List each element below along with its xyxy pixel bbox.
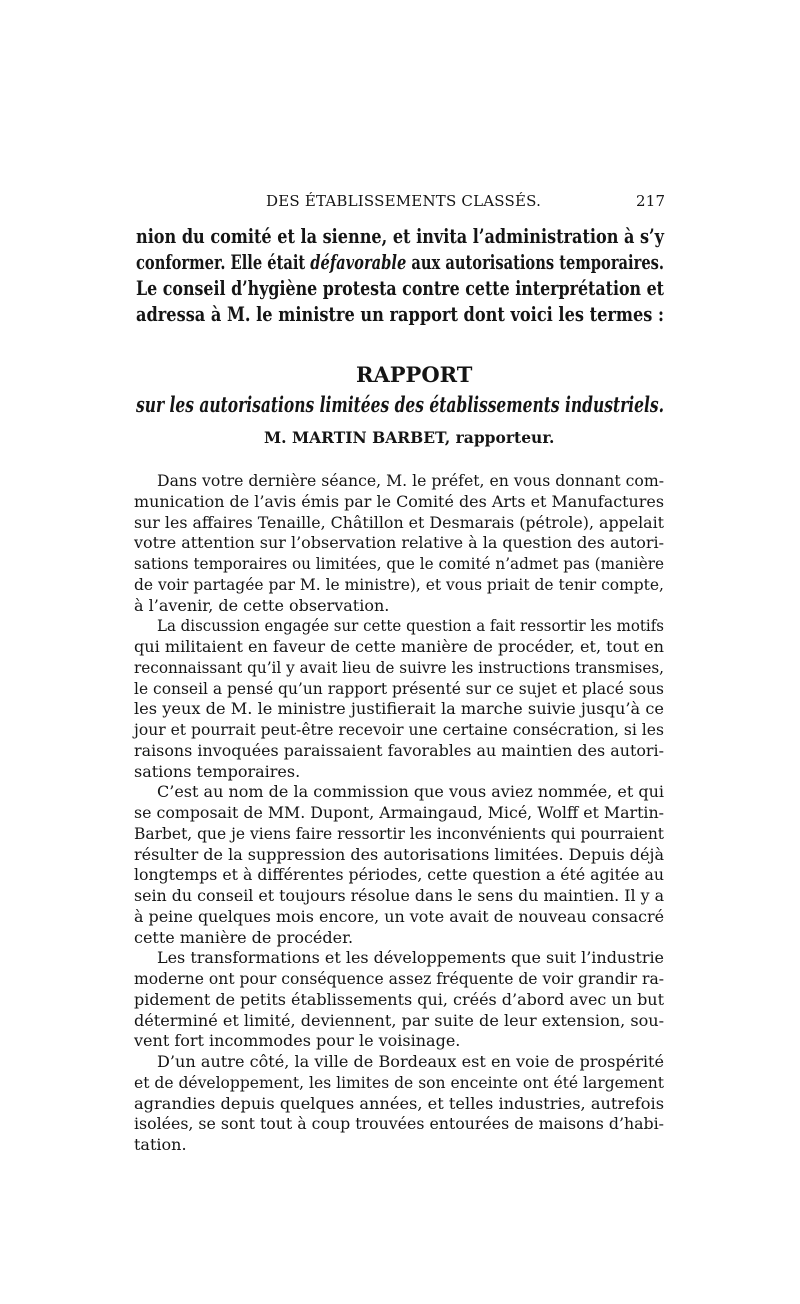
report-rapporteur: M. MARTIN BARBET, rapporteur. [264, 428, 555, 447]
body-line: jour et pourrait peut-être recevoir une certaine consécration, si les [134, 720, 664, 739]
body-line: les yeux de M. le ministre justifierait la marche suivie jusqu’à ce [134, 699, 664, 719]
body-line: moderne ont pour conséquence assez fréquente de voir grandir ra- [134, 969, 665, 988]
body-line: votre attention sur l’observation relative à la question des autori- [134, 533, 665, 553]
body-line: sations temporaires ou limitées, que le comité n’admet pas (manière [134, 554, 665, 573]
body-line: Les transformations et les développements que suit l’industrie [157, 948, 665, 968]
body-line: déterminé et limité, deviennent, par suite de leur extension, sou- [134, 1010, 665, 1030]
body-line: agrandies depuis quelques années, et telles industries, autrefois [134, 1093, 665, 1113]
body-line: D’un autre côté, la ville de Bordeaux est en voie de prospérité [157, 1052, 665, 1071]
body-line: raisons invoquées paraissaient favorables au maintien des autori- [134, 740, 664, 760]
body-line: isolées, se sont tout à coup trouvées entourées de maisons d’habi- [134, 1114, 664, 1134]
intro-line-1: nion du comité et la sienne, et invita l’administration à s’y [136, 224, 665, 248]
body-line: Barbet, que je viens faire ressortir les inconvénients qui pourraient [134, 823, 665, 843]
body-line: sations temporaires. [134, 761, 301, 781]
intro-line-3: Le conseil d’hygiène protesta contre cette interprétation et [136, 276, 664, 300]
body-line: C’est au nom de la commission que vous aviez nommée, et qui [157, 782, 665, 802]
page-number: 217 [636, 192, 666, 210]
body-line: Dans votre dernière séance, M. le préfet, en vous donnant com- [157, 471, 665, 490]
emphasis-defavorable: défavorable [310, 250, 407, 274]
body-line: à peine quelques mois encore, un vote avait de nouveau consacré [134, 906, 665, 926]
body-line: cette manière de procéder. [134, 927, 354, 947]
body-line: de voir partagée par M. le ministre), et vous priait de tenir compte, [134, 574, 664, 594]
body-line: pidement de petits établissements qui, créés d’abord avec un but [134, 989, 664, 1009]
body-line: se composait de MM. Dupont, Armaingaud, Micé, Wolff et Martin- [134, 803, 664, 822]
body-line: longtemps et à différentes périodes, cette question a été agitée au [134, 865, 665, 885]
report-subtitle: sur les autorisations limitées des établissements industriels. [136, 392, 664, 417]
body-line: vent fort incommodes pour le voisinage. [134, 1031, 461, 1051]
body-line: le conseil a pensé qu’un rapport présenté sur ce sujet et placé sous [134, 678, 665, 698]
body-line: munication de l’avis émis par le Comité des Arts et Manufactures [134, 491, 665, 511]
intro-line-2: conformer. Elle était défavorable aux autorisations temporaires. [136, 250, 664, 274]
body-line: résulter de la suppression des autorisations limitées. Depuis déjà [134, 844, 664, 864]
body-line: sein du conseil et toujours résolue dans le sens du maintien. Il y a [134, 886, 665, 905]
body-line: à l’avenir, de cette observation. [134, 595, 390, 615]
body-line: et de développement, les limites de son enceinte ont été largement [134, 1072, 665, 1092]
body-line: reconnaissant qu’il y avait lieu de suivre les instructions transmises, [134, 657, 665, 677]
body-line: La discussion engagée sur cette question a fait ressortir les motifs [157, 616, 664, 636]
intro-line-4: adressa à M. le ministre un rapport dont voici les termes : [136, 302, 664, 326]
body-line: tation. [134, 1135, 187, 1154]
report-heading: RAPPORT [356, 362, 473, 387]
running-header-title: DES ÉTABLISSEMENTS CLASSÉS. [266, 192, 542, 210]
body-line: sur les affaires Tenaille, Châtillon et Desmarais (pétrole), appelait [134, 512, 665, 532]
body-line: qui militaient en faveur de cette manière de procéder, et, tout en [134, 637, 665, 656]
